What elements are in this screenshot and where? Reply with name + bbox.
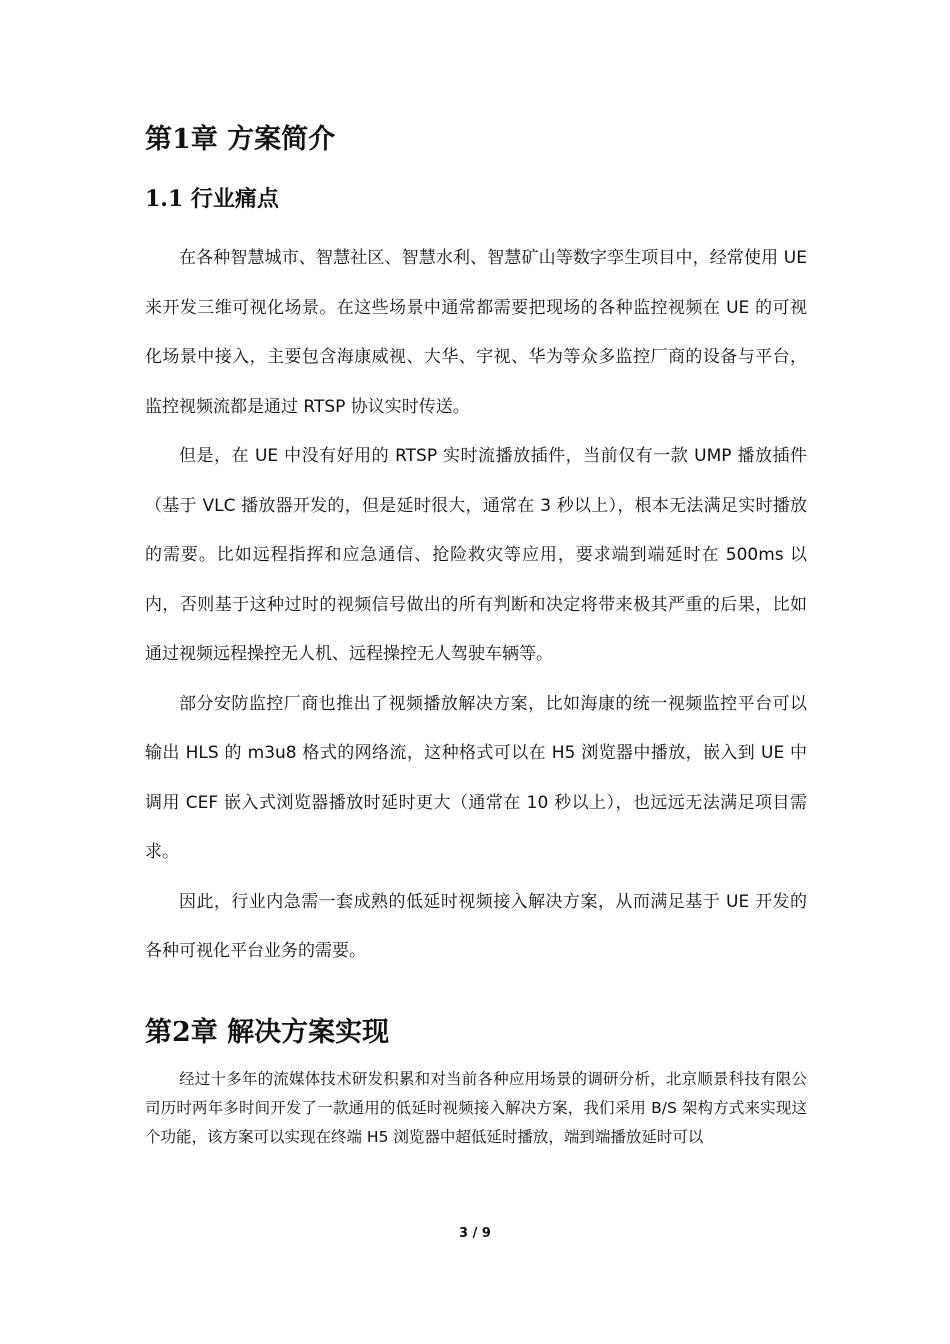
paragraph-industry-need: 因此，行业内急需一套成熟的低延时视频接入解决方案，从而满足基于 UE 开发的各种可视化平台业务的需要。 [145,891,807,961]
paragraph-industry-background: 在各种智慧城市、智慧社区、智慧水利、智慧矿山等数字孪生项目中，经常使用 UE 来开发三维可视化场景。在这些场景中通常都需要把现场的各种监控视频在 UE 的可视化场景中接入，主要包含海康威视、大华、宇视、华为等众多监控厂商的设备与平台，监控视频流都是通过 RTSP 协议实时传送。 [145,248,807,417]
chapter-2-title: 第2章 解决方案实现 [145,1016,390,1048]
chapter-1-title: 第1章 方案简介 [145,124,336,155]
section-1-1-title: 1.1 行业痛点 [145,186,279,212]
paragraph-vendor-solutions: 部分安防监控厂商也推出了视频播放解决方案，比如海康的统一视频监控平台可以输出 HLS 的 m3u8 格式的网络流，这种格式可以在 H5 浏览器中播放，嵌入到 UE 中调用 CEF 嵌入式浏览器播放时延时更大（通常在 10 秒以上），也远远无法满足项目需求。 [145,693,807,862]
paragraph-solution-intro: 经过十多年的流媒体技术研发积累和对当前各种应用场景的调研分析，北京顺景科技有限公司历时两年多时间开发了一款通用的低延时视频接入解决方案，我们采用 B/S 架构方式来实现这个功能，该方案可以实现在终端 H5 浏览器中超低延时播放，端到端播放延时可以 [145,1069,807,1146]
paragraph-ue-plugin-problem: 但是，在 UE 中没有好用的 RTSP 实时流播放插件，当前仅有一款 UMP 播放插件（基于 VLC 播放器开发的，但是延时很大，通常在 3 秒以上），根本无法满足实时播放的需要。比如远程指挥和应急通信、抢险救灾等应用，要求端到端延时在 500ms 以内，否则基于这种过时的视频信号做出的所有判断和决定将带来极其严重的后果，比如通过视频远程操控无人机、远程操控无人驾驶车辆等。 [145,446,807,664]
page-content [145,118,807,1152]
page-number: 3 / 9 [459,1226,491,1241]
